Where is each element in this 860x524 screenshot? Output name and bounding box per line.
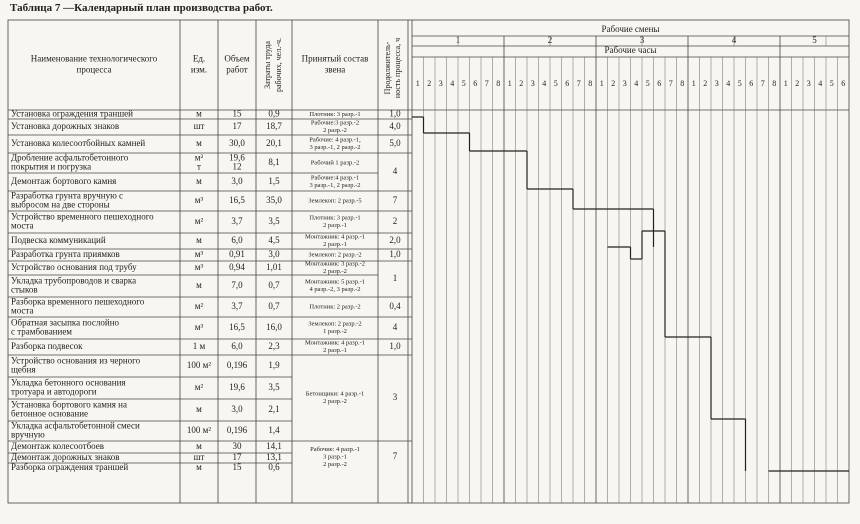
volume-cell: 3,0 bbox=[231, 404, 243, 415]
volume-cell: 3,7 bbox=[231, 301, 243, 312]
crew-cell: Плотник: 3 разр.-1 bbox=[309, 214, 361, 222]
crew-cell: Монтажник: 3 разр.-2 bbox=[304, 260, 366, 268]
volume-cell: 0,94 bbox=[229, 262, 245, 273]
header-duration: Продолжитель- bbox=[382, 41, 392, 95]
crew-cell: 2 разр.-1 bbox=[323, 241, 347, 249]
process-name-cell: Установка колесоотбойных камней bbox=[11, 138, 146, 149]
duration-cell: 1,0 bbox=[389, 341, 401, 352]
unit-cell: м bbox=[196, 462, 202, 473]
crew-cell: Монтажник: 4 разр.-1 bbox=[304, 233, 366, 241]
hour-label: 6 bbox=[749, 78, 754, 88]
hour-label: 2 bbox=[427, 78, 432, 88]
header-duration: ность процесса, ч bbox=[392, 37, 402, 99]
hour-label: 4 bbox=[634, 78, 639, 88]
process-name-cell: тротуара и автодороги bbox=[11, 386, 97, 397]
hour-label: 7 bbox=[576, 78, 581, 88]
hour-label: 1 bbox=[783, 78, 788, 88]
labor-cell: 1,4 bbox=[268, 425, 280, 436]
crew-cell: 2 разр.-2 bbox=[323, 460, 347, 468]
hour-label: 2 bbox=[519, 78, 524, 88]
crew-cell: 2 разр.-2 bbox=[323, 398, 347, 406]
unit-cell: м bbox=[196, 280, 202, 291]
process-name-cell: Разработка грунта приямков bbox=[11, 249, 120, 260]
hour-label: 3 bbox=[714, 78, 719, 88]
labor-cell: 20,1 bbox=[266, 138, 282, 149]
hour-label: 6 bbox=[473, 78, 478, 88]
hour-label: 6 bbox=[657, 78, 662, 88]
volume-cell: 6,0 bbox=[231, 341, 243, 352]
unit-cell: т bbox=[197, 161, 201, 172]
volume-cell: 3,7 bbox=[231, 216, 243, 227]
crew-cell: Рабочий 1 разр.-2 bbox=[310, 159, 360, 167]
crew-cell: 2 разр.-2 bbox=[323, 268, 347, 276]
labor-cell: 3,0 bbox=[268, 249, 280, 260]
volume-cell: 30 bbox=[232, 441, 242, 452]
hour-label: 3 bbox=[622, 78, 627, 88]
process-name-cell: Установка ограждения траншей bbox=[11, 108, 133, 119]
crew-cell: 3 разр.-1, 2 разр.-2 bbox=[309, 182, 361, 190]
unit-cell: шт bbox=[193, 452, 205, 463]
labor-cell: 0,6 bbox=[268, 462, 280, 473]
hour-label: 2 bbox=[703, 78, 708, 88]
shift-number: 4 bbox=[731, 35, 737, 46]
unit-cell: м³ bbox=[194, 262, 204, 273]
labor-cell: 16,0 bbox=[266, 322, 282, 333]
duration-cell: 7 bbox=[392, 195, 398, 206]
process-name-cell: Демонтаж колесоотбоев bbox=[11, 441, 105, 452]
crew-cell: Плотник: 3 разр.-1 bbox=[309, 110, 361, 118]
unit-cell: м² bbox=[194, 216, 204, 227]
shift-number: 5 bbox=[812, 35, 817, 46]
labor-cell: 13,1 bbox=[266, 452, 282, 463]
hour-label: 8 bbox=[772, 78, 777, 88]
volume-cell: 30,0 bbox=[229, 138, 245, 149]
header-working-shifts: Рабочие смены bbox=[601, 24, 660, 35]
crew-cell: 3 разр.-1, 2 разр.-2 bbox=[309, 144, 361, 152]
labor-cell: 2,3 bbox=[268, 341, 280, 352]
header-labor: Затраты труда bbox=[262, 41, 272, 89]
header-crew: Принятый состав bbox=[301, 53, 369, 64]
header-unit: Ед. bbox=[192, 53, 206, 64]
hour-label: 2 bbox=[611, 78, 616, 88]
volume-cell: 16,5 bbox=[229, 322, 245, 333]
process-name-cell: с трамбованием bbox=[11, 326, 73, 337]
labor-cell: 3,5 bbox=[268, 216, 280, 227]
hour-label: 3 bbox=[806, 78, 811, 88]
process-name-cell: стыков bbox=[11, 284, 38, 295]
unit-cell: м bbox=[196, 404, 202, 415]
hour-label: 5 bbox=[461, 78, 466, 88]
crew-cell: 1 разр.-2 bbox=[323, 328, 347, 336]
process-name-cell: Разборка временного пешеходного bbox=[11, 296, 145, 307]
duration-cell: 1,0 bbox=[389, 249, 401, 260]
crew-cell: Монтажник: 5 разр.-1 bbox=[304, 278, 366, 286]
process-name-cell: моста bbox=[11, 305, 34, 316]
process-name-cell: Укладка бетонного основания bbox=[11, 377, 126, 388]
labor-cell: 4,5 bbox=[268, 235, 280, 246]
crew-cell: Землекоп: 2 разр.-2 bbox=[308, 251, 362, 259]
hour-label: 1 bbox=[691, 78, 696, 88]
hour-label: 5 bbox=[645, 78, 650, 88]
unit-cell: м³ bbox=[194, 249, 204, 260]
volume-cell: 3,0 bbox=[231, 176, 243, 187]
labor-cell: 0,9 bbox=[268, 108, 280, 119]
crew-cell: 4 разр.-2, 3 разр.-2 bbox=[309, 286, 361, 294]
volume-cell: 15 bbox=[232, 108, 242, 119]
labor-cell: 35,0 bbox=[266, 195, 282, 206]
unit-cell: м² bbox=[194, 152, 204, 163]
labor-cell: 1,9 bbox=[268, 360, 280, 371]
process-name-cell: Обратная засыпка послойно bbox=[11, 317, 120, 328]
process-name-cell: Устройство основания под трубу bbox=[11, 262, 137, 273]
header-working-hours: Рабочие часы bbox=[604, 45, 657, 56]
labor-cell: 8,1 bbox=[268, 157, 280, 168]
process-name-cell: щебня bbox=[11, 364, 36, 375]
duration-cell: 7 bbox=[392, 451, 398, 462]
unit-cell: м² bbox=[194, 382, 204, 393]
hour-label: 7 bbox=[484, 78, 489, 88]
process-name-cell: Разборка ограждения траншей bbox=[11, 462, 129, 473]
volume-cell: 6,0 bbox=[231, 235, 243, 246]
duration-cell: 0,4 bbox=[389, 301, 401, 312]
crew-cell: Землекоп: 2 разр.-5 bbox=[308, 197, 362, 205]
shift-number: 3 bbox=[639, 35, 645, 46]
volume-cell: 19,6 bbox=[229, 152, 245, 163]
hour-label: 5 bbox=[737, 78, 742, 88]
duration-cell: 2 bbox=[392, 216, 398, 227]
hour-label: 1 bbox=[599, 78, 604, 88]
process-name-cell: Установка дорожных знаков bbox=[11, 121, 120, 132]
labor-cell: 18,7 bbox=[266, 121, 282, 132]
duration-cell: 4 bbox=[392, 322, 398, 333]
labor-cell: 1,01 bbox=[266, 262, 282, 273]
shift-number: 1 bbox=[455, 35, 461, 46]
unit-cell: м bbox=[196, 235, 202, 246]
volume-cell: 15 bbox=[232, 462, 242, 473]
crew-cell: 2 разр.-1 bbox=[323, 347, 347, 355]
unit-cell: м³ bbox=[194, 322, 204, 333]
duration-cell: 4,0 bbox=[389, 121, 401, 132]
labor-cell: 1,5 bbox=[268, 176, 280, 187]
unit-cell: м bbox=[196, 138, 202, 149]
header-process-name: Наименование технологического bbox=[30, 53, 158, 64]
unit-cell: шт bbox=[193, 121, 205, 132]
process-name-cell: Демонтаж дорожных знаков bbox=[11, 452, 120, 463]
unit-cell: м³ bbox=[194, 195, 204, 206]
labor-cell: 3,5 bbox=[268, 382, 280, 393]
labor-cell: 0,7 bbox=[268, 280, 280, 291]
process-name-cell: Укладка трубопроводов и сварка bbox=[11, 275, 137, 286]
process-name-cell: Устройство основания из черного bbox=[11, 355, 141, 366]
crew-cell: Плотник: 2 разр.-2 bbox=[309, 303, 361, 311]
duration-cell: 4 bbox=[392, 166, 398, 177]
process-name-cell: Дробление асфальтобетонного bbox=[11, 152, 129, 163]
process-name-cell: Демонтаж бортового камня bbox=[11, 176, 117, 187]
shift-number: 2 bbox=[547, 35, 553, 46]
hour-label: 3 bbox=[530, 78, 535, 88]
volume-cell: 19,6 bbox=[229, 382, 245, 393]
hour-label: 5 bbox=[829, 78, 834, 88]
header-unit: изм. bbox=[190, 64, 208, 75]
labor-cell: 14,1 bbox=[266, 441, 282, 452]
volume-cell: 0,91 bbox=[229, 249, 245, 260]
crew-cell: 2 разр.-2 bbox=[323, 127, 347, 135]
labor-cell: 0,7 bbox=[268, 301, 280, 312]
header-volume: Объем bbox=[224, 53, 250, 64]
hour-label: 4 bbox=[726, 78, 731, 88]
unit-cell: м² bbox=[194, 301, 204, 312]
process-name-cell: покрытия и погрузка bbox=[11, 161, 92, 172]
header-crew: звена bbox=[324, 64, 346, 75]
crew-cell: Землекоп: 2 разр.-2 bbox=[308, 320, 362, 328]
crew-cell: Бетонщики: 4 разр.-1 bbox=[305, 390, 365, 398]
hour-label: 3 bbox=[438, 78, 443, 88]
unit-cell: 1 м bbox=[192, 341, 206, 352]
crew-cell: Монтажник: 4 разр.-1 bbox=[304, 339, 366, 347]
crew-cell: Рабочие: 4 разр.-1 bbox=[310, 445, 360, 453]
process-name-cell: Установка бортового камня на bbox=[11, 399, 127, 410]
hour-label: 7 bbox=[760, 78, 765, 88]
process-name-cell: Укладка асфальтобетонной смеси bbox=[11, 420, 140, 431]
crew-cell: Рабочие:4 разр.-1 bbox=[310, 174, 360, 182]
crew-cell: 3 разр.-1 bbox=[323, 453, 347, 461]
unit-cell: 100 м² bbox=[186, 425, 212, 436]
unit-cell: м bbox=[196, 108, 202, 119]
process-name-cell: вручную bbox=[11, 429, 45, 440]
duration-cell: 1 bbox=[392, 273, 398, 284]
unit-cell: м bbox=[196, 176, 202, 187]
labor-cell: 2,1 bbox=[268, 404, 280, 415]
hour-label: 7 bbox=[668, 78, 673, 88]
hour-label: 4 bbox=[450, 78, 455, 88]
process-name-cell: бетонное основание bbox=[11, 408, 89, 419]
hour-label: 5 bbox=[553, 78, 558, 88]
process-name-cell: Разработка грунта вручную с bbox=[11, 190, 124, 201]
hour-label: 6 bbox=[841, 78, 846, 88]
crew-cell: Рабочие: 4 разр.-1, bbox=[309, 136, 361, 144]
header-process-name: процесса bbox=[76, 64, 112, 75]
volume-cell: 7,0 bbox=[231, 280, 243, 291]
hour-label: 8 bbox=[496, 78, 501, 88]
process-name-cell: Подвеска коммуникаций bbox=[11, 235, 106, 246]
hour-label: 8 bbox=[680, 78, 685, 88]
duration-cell: 1,0 bbox=[389, 108, 401, 119]
crew-cell: 2 разр.-1 bbox=[323, 222, 347, 230]
hour-label: 1 bbox=[507, 78, 512, 88]
volume-cell: 12 bbox=[232, 161, 242, 172]
header-volume: работ bbox=[226, 64, 248, 75]
unit-cell: м bbox=[196, 441, 202, 452]
volume-cell: 17 bbox=[232, 121, 242, 132]
hour-label: 6 bbox=[565, 78, 570, 88]
hour-label: 4 bbox=[818, 78, 823, 88]
volume-cell: 0,196 bbox=[226, 425, 248, 436]
volume-cell: 16,5 bbox=[229, 195, 245, 206]
hour-label: 2 bbox=[795, 78, 800, 88]
table-caption: Таблица 7 —Календарный план производства работ. bbox=[10, 2, 273, 14]
unit-cell: 100 м² bbox=[186, 360, 212, 371]
crew-cell: Рабочие:3 разр.-2 bbox=[310, 119, 360, 127]
hour-label: 4 bbox=[542, 78, 547, 88]
process-name-cell: Устройство временного пешеходного bbox=[11, 211, 154, 222]
process-name-cell: выбросом на две стороны bbox=[11, 199, 110, 210]
process-name-cell: Разборка подвесок bbox=[11, 341, 83, 352]
duration-cell: 5,0 bbox=[389, 138, 401, 149]
volume-cell: 0,196 bbox=[226, 360, 248, 371]
header-labor: рабочих, чел.-ч. bbox=[273, 38, 283, 92]
volume-cell: 17 bbox=[232, 452, 242, 463]
process-name-cell: моста bbox=[11, 220, 34, 231]
hour-label: 8 bbox=[588, 78, 593, 88]
hour-label: 1 bbox=[415, 78, 420, 88]
duration-cell: 2,0 bbox=[389, 235, 401, 246]
duration-cell: 3 bbox=[392, 392, 398, 403]
